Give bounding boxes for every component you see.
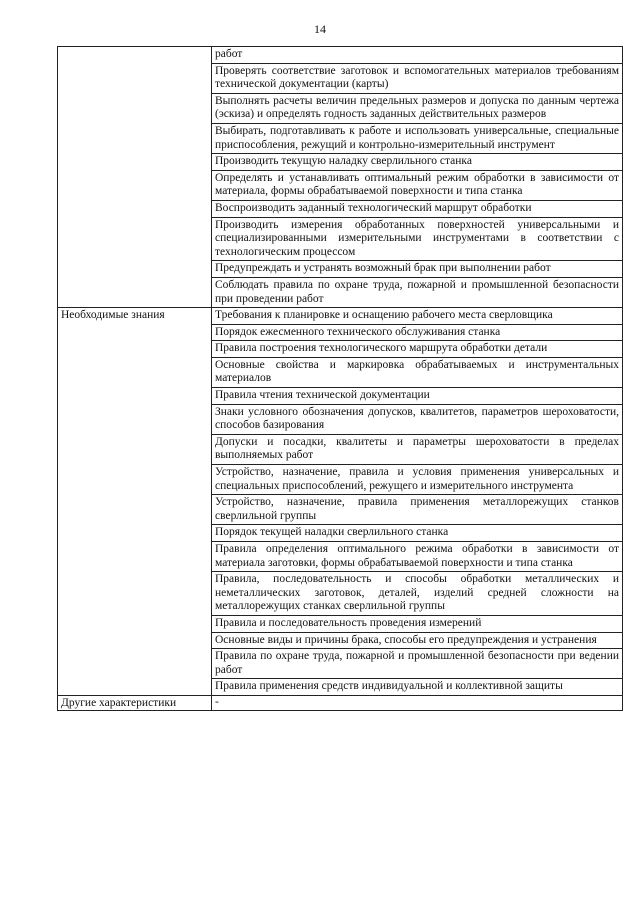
page-number: 14: [314, 22, 326, 36]
knowledge-item: Правила по охране труда, пожарной и промышленной безопасности при ведении работ: [212, 649, 622, 679]
knowledge-item: Требования к планировке и оснащению рабочего места сверловщика: [212, 308, 622, 325]
skill-item: Выбирать, подготавливать к работе и использовать универсальные, специальные приспособления, режущий и контрольно-измерительный инструмент: [212, 124, 622, 154]
requirements-table: [57, 46, 623, 711]
skill-item: Соблюдать правила по охране труда, пожарной и промышленной безопасности при проведении работ: [215, 278, 619, 305]
skill-item: Воспроизводить заданный технологический маршрут обработки: [212, 201, 622, 218]
skills-row: [58, 47, 623, 308]
knowledge-item: Правила определения оптимального режима обработки в зависимости от материала заготовки, формы обрабатываемой поверхности и типа станка: [212, 542, 622, 572]
skill-item: Проверять соответствие заготовок и вспомогательных материалов требованиям технической документации (карты): [212, 64, 622, 94]
knowledge-item: Устройство, назначение, правила и условия применения универсальных и специальных приспособлений, режущего и измерительного инструмента: [212, 465, 622, 495]
skills-label-cell: [58, 47, 212, 308]
knowledge-item: Устройство, назначение, правила применения металлорежущих станков сверлильной группы: [212, 495, 622, 525]
knowledge-row: [58, 308, 623, 696]
skill-item: Производить измерения обработанных поверхностей универсальными и специализированными измерительными инструментами в соответствии с технологическим процессом: [212, 218, 622, 262]
knowledge-cell: [212, 308, 623, 696]
skill-item: Предупреждать и устранять возможный брак при выполнении работ: [212, 261, 622, 278]
skills-cell: [212, 47, 623, 308]
knowledge-item: Правила применения средств индивидуальной и коллективной защиты: [215, 680, 563, 693]
skill-item: Выполнять расчеты величин предельных размеров и допуска по данным чертежа (эскиза) и определять годность заданных действительных размеров: [212, 94, 622, 124]
knowledge-label: Необходимые знания: [58, 308, 212, 696]
knowledge-item: Порядок ежесменного технического обслуживания станка: [212, 325, 622, 342]
knowledge-item: Порядок текущей наладки сверлильного станка: [212, 525, 622, 542]
knowledge-item: Правила и последовательность проведения измерений: [212, 616, 622, 633]
knowledge-item: Правила построения технологического маршрута обработки детали: [212, 341, 622, 358]
knowledge-item: Знаки условного обозначения допусков, квалитетов, параметров шероховатости, способов базирования: [212, 405, 622, 435]
knowledge-item: Правила чтения технической документации: [212, 388, 622, 405]
skill-item: Производить текущую наладку сверлильного станка: [212, 154, 622, 171]
other-label: Другие характеристики: [58, 695, 212, 710]
skill-item: работ: [212, 47, 622, 64]
knowledge-item: Основные виды и причины брака, способы его предупреждения и устранения: [212, 633, 622, 650]
skill-item: Определять и устанавливать оптимальный режим обработки в зависимости от материала, формы обрабатываемой поверхности и типа станка: [212, 171, 622, 201]
knowledge-item: Допуски и посадки, квалитеты и параметры шероховатости в пределах выполняемых работ: [212, 435, 622, 465]
other-value: -: [212, 695, 623, 710]
other-row: [58, 695, 623, 710]
knowledge-item: Основные свойства и маркировка обрабатываемых и инструментальных материалов: [212, 358, 622, 388]
knowledge-item: Правила, последовательность и способы обработки металлических и неметаллических заготовок, деталей, изделий средней сложности на металлорежущих станках сверлильной группы: [212, 572, 622, 616]
